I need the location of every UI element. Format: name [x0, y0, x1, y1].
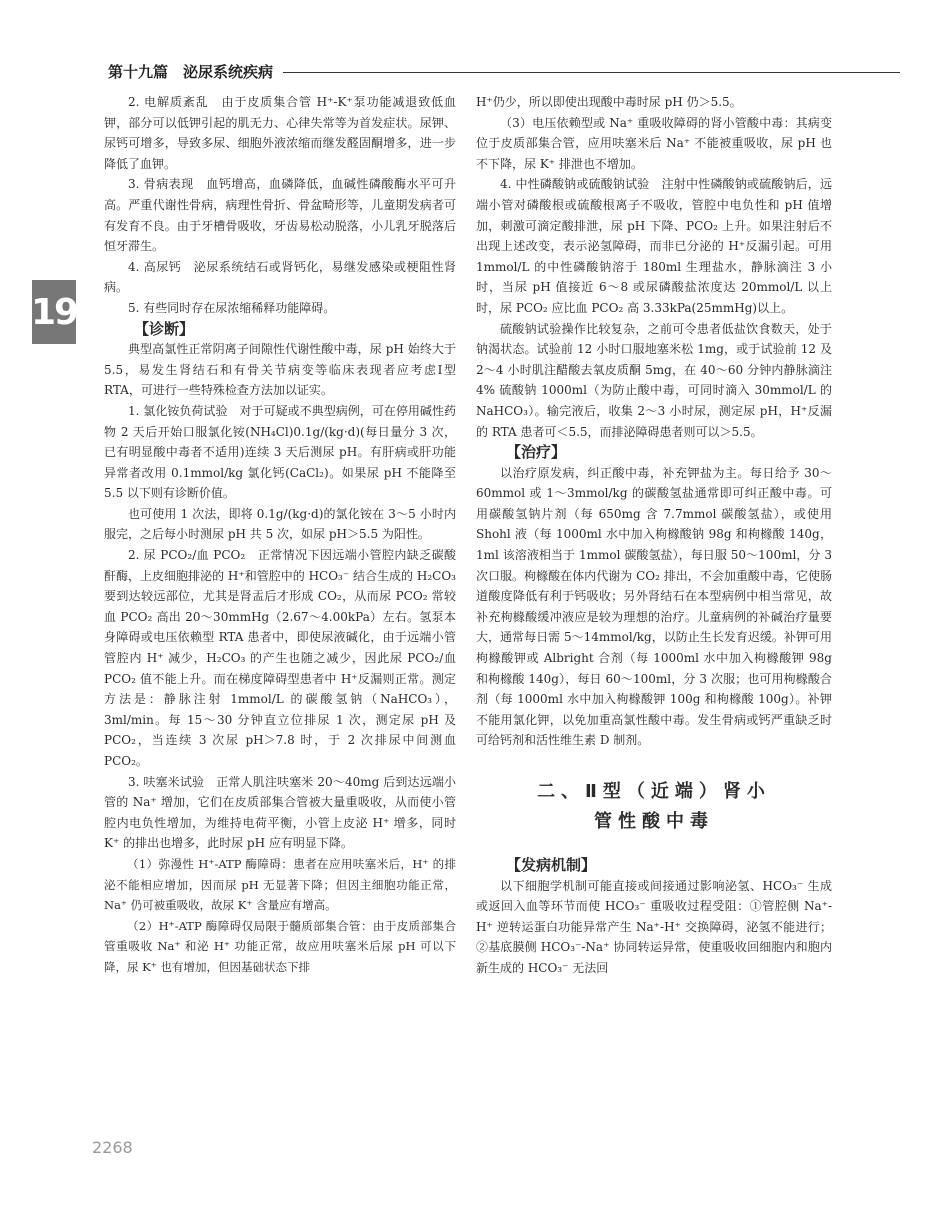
paragraph: 1. 氯化铵负荷试验 对于可疑或不典型病例，可在停用碱性药物 2 天后开始口服氯化铵(NH₄Cl)0.1g/(kg·d)(每日量分 3 次，已有明显酸中毒者不适用)连续 3 天后测尿 pH。有肝病或肝功能异常者改用 0.1mmol/kg 氯化钙(CaCl₂)。如果尿 pH 不能降至 5.5 以下则有诊断价值。	[104, 403, 456, 501]
left-column	[104, 92, 456, 978]
mechanism-heading: 【发病机制】	[506, 856, 597, 874]
section-title	[476, 777, 832, 837]
paragraph: 也可使用 1 次法，即将 0.1g/(kg·d)的氯化铵在 3～5 小时内服完，之后每小时测尿 pH 共 5 次，如尿 pH＞5.5 为阳性。	[104, 506, 456, 542]
paragraph: 以下细胞学机制可能直接或间接通过影响泌氢、HCO₃⁻ 生成或返回入血等环节而使 HCO₃⁻ 重吸收过程受阻：①管腔侧 Na⁺-H⁺ 逆转运蛋白功能异常产生 Na⁺-H⁺ 交换障碍，泌氢不能进行；②基底膜侧 HCO₃⁻-Na⁺ 协同转运异常，使重吸收回细胞内和胞内新生成的 HCO₃⁻ 无法回	[476, 878, 832, 975]
treatment-heading: 【治疗】	[506, 443, 567, 462]
paragraph: （3）电压依赖型或 Na⁺ 重吸收障碍的肾小管酸中毒：其病变位于皮质部集合管，应用呋塞米后 Na⁺ 不能被重吸收，尿 pH 也不下降，尿 K⁺ 排泄也不增加。	[476, 115, 832, 171]
paragraph: H⁺仍少，所以即使出现酸中毒时尿 pH 仍＞5.5。	[476, 95, 742, 109]
paragraph: （2）H⁺-ATP 酶障碍仅局限于髓质部集合管：由于皮质部集合管重吸收 Na⁺ 和泌 H⁺ 功能正常，故应用呋塞米后尿 pH 可以下降，尿 K⁺ 也有增加，但因基础状态下排	[104, 918, 456, 974]
diagnosis-heading: 【诊断】	[134, 319, 195, 338]
paragraph: 4. 中性磷酸钠或硫酸钠试验 注射中性磷酸钠或硫酸钠后，远端小管对磷酸根或硫酸根离子不吸收，管腔中电负性和 pH 值增加，刺激可滴定酸排泄，尿 pH 下降、PCO₂ 上升。如果注射后不出现上述改变，表示泌氢障碍，而非已分泌的 H⁺反漏引起。可用 1mmol/L 的中性磷酸钠溶于 180ml 生理盐水，静脉滴注 3 小时，当尿 pH 值接近 6～8 或尿磷酸盐浓度达 20mmol/L 以上时，尿 PCO₂ 应比血 PCO₂ 高 3.33kPa(25mmHg)以上。	[476, 177, 832, 315]
paragraph: （1）弥漫性 H⁺-ATP 酶障碍：患者在应用呋塞米后，H⁺ 的排泌不能相应增加，因而尿 pH 无显著下降；但因主细胞功能正常，Na⁺ 仍可被重吸收，故尿 K⁺ 含量应有增高。	[104, 856, 456, 913]
paragraph: 硫酸钠试验操作比较复杂，之前可令患者低盐饮食数天，处于钠渴状态。试验前 12 小时口服地塞米松 1mg，或于试验前 12 及 2～4 小时肌注醋酸去氧皮质酮 5mg，在 40～60 分钟内静脉滴注 4% 硫酸钠 1000ml（为防止酸中毒，可同时滴入 30mmol/L 的 NaHCO₃）。输完液后，收集 2～3 小时尿，测定尿 pH，H⁺反漏的 RTA 患者可＜5.5，而排泌障碍患者则可以＞5.5。	[476, 321, 832, 439]
paragraph: 典型高氯性正常阴离子间隙性代谢性酸中毒，尿 pH 始终大于 5.5，易发生肾结石和有骨关节病变等临床表现者应考虑Ⅰ型 RTA，可进行一些特殊检查方法加以证实。	[104, 342, 456, 398]
header-title: 第十九篇 泌尿系统疾病	[108, 62, 274, 81]
sub-items	[104, 854, 456, 978]
paragraph: 以治疗原发病，纠正酸中毒，补充钾盐为主。每日给予 30～60mmol 或 1～3mmol/kg 的碳酸氢盐通常即可纠正酸中毒。可用碳酸氢钠片剂（每 650mg 含 7.7mmol 碳酸氢盐），或使用 Shohl 液（每 1000ml 水中加入枸橼酸钠 98g 和枸橼酸 140g，1ml 该溶液相当于 1mmol 碳酸氢盐），每日服 50～100ml，分 3 次口服。枸橼酸在体内代谢为 CO₂ 排出，不会加重酸中毒，它使肠道酸度降低有利于钙吸收；另外肾结石在本型病例中相当常见，故补充枸橼酸缓冲液应是较为理想的治疗。儿童病例的补碱治疗量要大，通常每日需 5～14mmol/kg，以防止生长发育迟缓。补钾可用枸橼酸钾或 Albright 合剂（每 1000ml 水中加入枸橼酸钾 98g 和枸橼酸 140g），每日 60～100ml，分 3 次服；也可用枸橼酸合剂（每 1000ml 水中加入枸橼酸钾 100g 和枸橼酸 100g）。补钾不能用氯化钾，以免加重高氯性酸中毒。发生骨病或钙严重缺乏时可给钙剂和活性维生素 D 制剂。	[476, 465, 832, 748]
paragraph: 5. 有些同时存在尿浓缩稀释功能障碍。	[128, 300, 336, 315]
page-number: 2268	[92, 1138, 133, 1157]
running-header	[108, 58, 900, 84]
header-rule	[283, 72, 900, 73]
paragraph: 4. 高尿钙 泌尿系统结石或肾钙化，易继发感染或梗阻性肾病。	[104, 259, 456, 295]
section-title-line: 二、Ⅱ型（近端）肾小	[537, 781, 771, 802]
paragraph: 2. 电解质紊乱 由于皮质集合管 H⁺-K⁺泵功能减退致低血钾，部分可以低钾引起的肌无力、心律失常等为首发症状。尿钾、尿钙可增多，导致多尿、细胞外液浓缩而继发醛固酮增多，进一步降低了血钾。	[104, 95, 456, 171]
paragraph: 3. 骨病表现 血钙增高，血磷降低，血碱性磷酸酶水平可升高。严重代谢性骨病，病理性骨折、骨盆畸形等，儿童期发病者可有发育不良。由于牙槽骨吸收，牙齿易松动脱落，小儿乳牙脱落后恒牙滞生。	[104, 177, 456, 254]
paragraph: 3. 呋塞米试验 正常人肌注呋塞米 20～40mg 后到达远端小管的 Na⁺ 增加，它们在皮质部集合管被大量重吸收，从而使小管腔内电负性增加，为维持电荷平衡，小管上皮泌 H⁺ 增多，同时 K⁺ 的排出也增多，此时尿 pH 应有明显下降。	[104, 774, 456, 851]
section-title-line: 管性酸中毒	[594, 811, 714, 832]
paragraph: 2. 尿 PCO₂/血 PCO₂ 正常情况下因远端小管腔内缺乏碳酸酐酶，上皮细胞排泌的 H⁺和管腔中的 HCO₃⁻ 结合生成的 H₂CO₃要到达较远部位，尤其是肾盂后才形成 CO₂，从而尿 PCO₂ 常较血 PCO₂ 高出 20～30mmHg（2.67～4.00kPa）左右。氢泵本身障碍或电压依赖型 RTA 患者中，即使尿液碱化，由于远端小管管腔内 H⁺ 减少，H₂CO₃ 的产生也随之减少，因此尿 PCO₂/血 PCO₂ 值不能上升。而在梯度障碍型患者中 H⁺反漏则正常。测定方法是：静脉注射 1mmol/L 的碳酸氢钠（NaHCO₃），3ml/min。每 15～30 分钟直立位排尿 1 次，测定尿 pH 及 PCO₂，当连续 3 次尿 pH＞7.8 时，于 2 次排尿中间测血 PCO₂。	[104, 548, 456, 768]
right-column	[476, 92, 832, 979]
chapter-tab: 19	[32, 280, 76, 344]
